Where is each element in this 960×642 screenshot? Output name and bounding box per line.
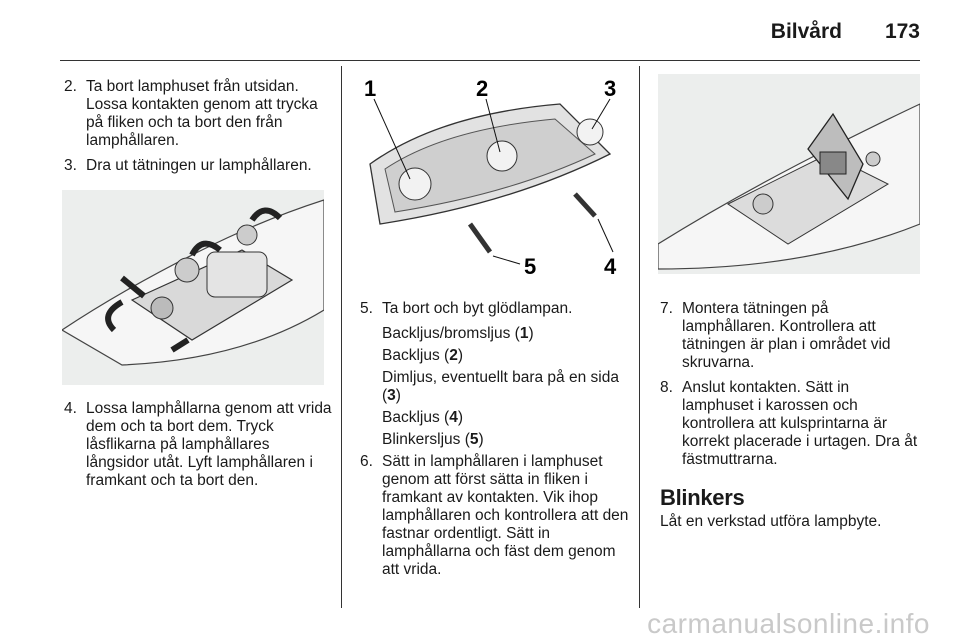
step-6 xyxy=(360,453,630,579)
step-5 xyxy=(360,300,630,318)
step-text: Sätt in lamphållaren i lamphuset genom att först sätta in fliken i framkant av kontakten. Vik ihop lamphållaren och kontrollera att den fastnar ordentligt. Sätt in lamphållarna och fäst dem genom att vrida. xyxy=(382,453,629,578)
column-3 xyxy=(660,300,922,531)
callout-5: 5 xyxy=(524,254,537,279)
bulb-item-3: Dimljus, eventuellt bara på en sida (3) xyxy=(382,369,619,404)
step-number: 8. xyxy=(660,379,673,396)
step-2 xyxy=(64,78,332,150)
step-number: 4. xyxy=(64,400,77,417)
section-heading: Blinkers xyxy=(660,485,745,510)
callout-3: 3 xyxy=(604,76,617,101)
watermark: carmanualsonline.info xyxy=(647,608,930,639)
step-8 xyxy=(660,379,922,469)
bulb-item-1: Backljus/bromsljus (1) xyxy=(382,325,534,342)
step-number: 5. xyxy=(360,300,373,317)
callout-1: 1 xyxy=(364,76,377,101)
step-text: Dra ut tätningen ur lamphållaren. xyxy=(86,157,312,174)
bulb-item-5: Blinkersljus (5) xyxy=(382,431,484,448)
column-1-lower xyxy=(64,400,332,497)
header-rule xyxy=(60,60,920,61)
column-divider-2 xyxy=(639,66,640,608)
seal-illustration xyxy=(658,74,920,274)
step-4 xyxy=(64,400,332,490)
lamp-holder-illustration xyxy=(62,190,324,385)
page-header xyxy=(0,0,960,62)
section-title: Bilvård xyxy=(770,20,842,43)
step-text: Lossa lamphållarna genom att vrida dem och ta bort dem. Tryck låsflikarna på lamphållares långsidor utåt. Lyft lamphållaren i framkant och ta bort den. xyxy=(86,400,332,489)
step-text: Ta bort och byt glödlampan. xyxy=(382,300,573,317)
step-number: 3. xyxy=(64,157,77,174)
bulb-item-4: Backljus (4) xyxy=(382,409,463,426)
callout-4: 4 xyxy=(604,254,617,279)
step-7 xyxy=(660,300,922,372)
bulb-item-2: Backljus (2) xyxy=(382,347,463,364)
step-3 xyxy=(64,157,332,175)
callout-2: 2 xyxy=(476,76,489,101)
step-number: 7. xyxy=(660,300,673,317)
bulb-layout-illustration xyxy=(360,74,622,284)
step-text: Ta bort lamphuset från utsidan. Lossa kontakten genom att trycka på fliken och ta bort den från lamphållaren. xyxy=(86,78,318,149)
step-number: 2. xyxy=(64,78,77,95)
column-divider-1 xyxy=(341,66,342,608)
section-body: Låt en verkstad utföra lampbyte. xyxy=(660,513,882,530)
step-number: 6. xyxy=(360,453,373,470)
page-number: 173 xyxy=(884,20,920,43)
column-2 xyxy=(360,300,630,586)
step-text: Anslut kontakten. Sätt in lamphuset i karossen och kontrollera att kulsprintarna är korrekt placerade i urtagen. Dra åt fästmuttrarna. xyxy=(682,379,918,468)
step-text: Montera tätningen på lamphållaren. Kontrollera att tätningen är plan i området vid skruvarna. xyxy=(682,300,891,371)
column-1 xyxy=(64,78,332,182)
